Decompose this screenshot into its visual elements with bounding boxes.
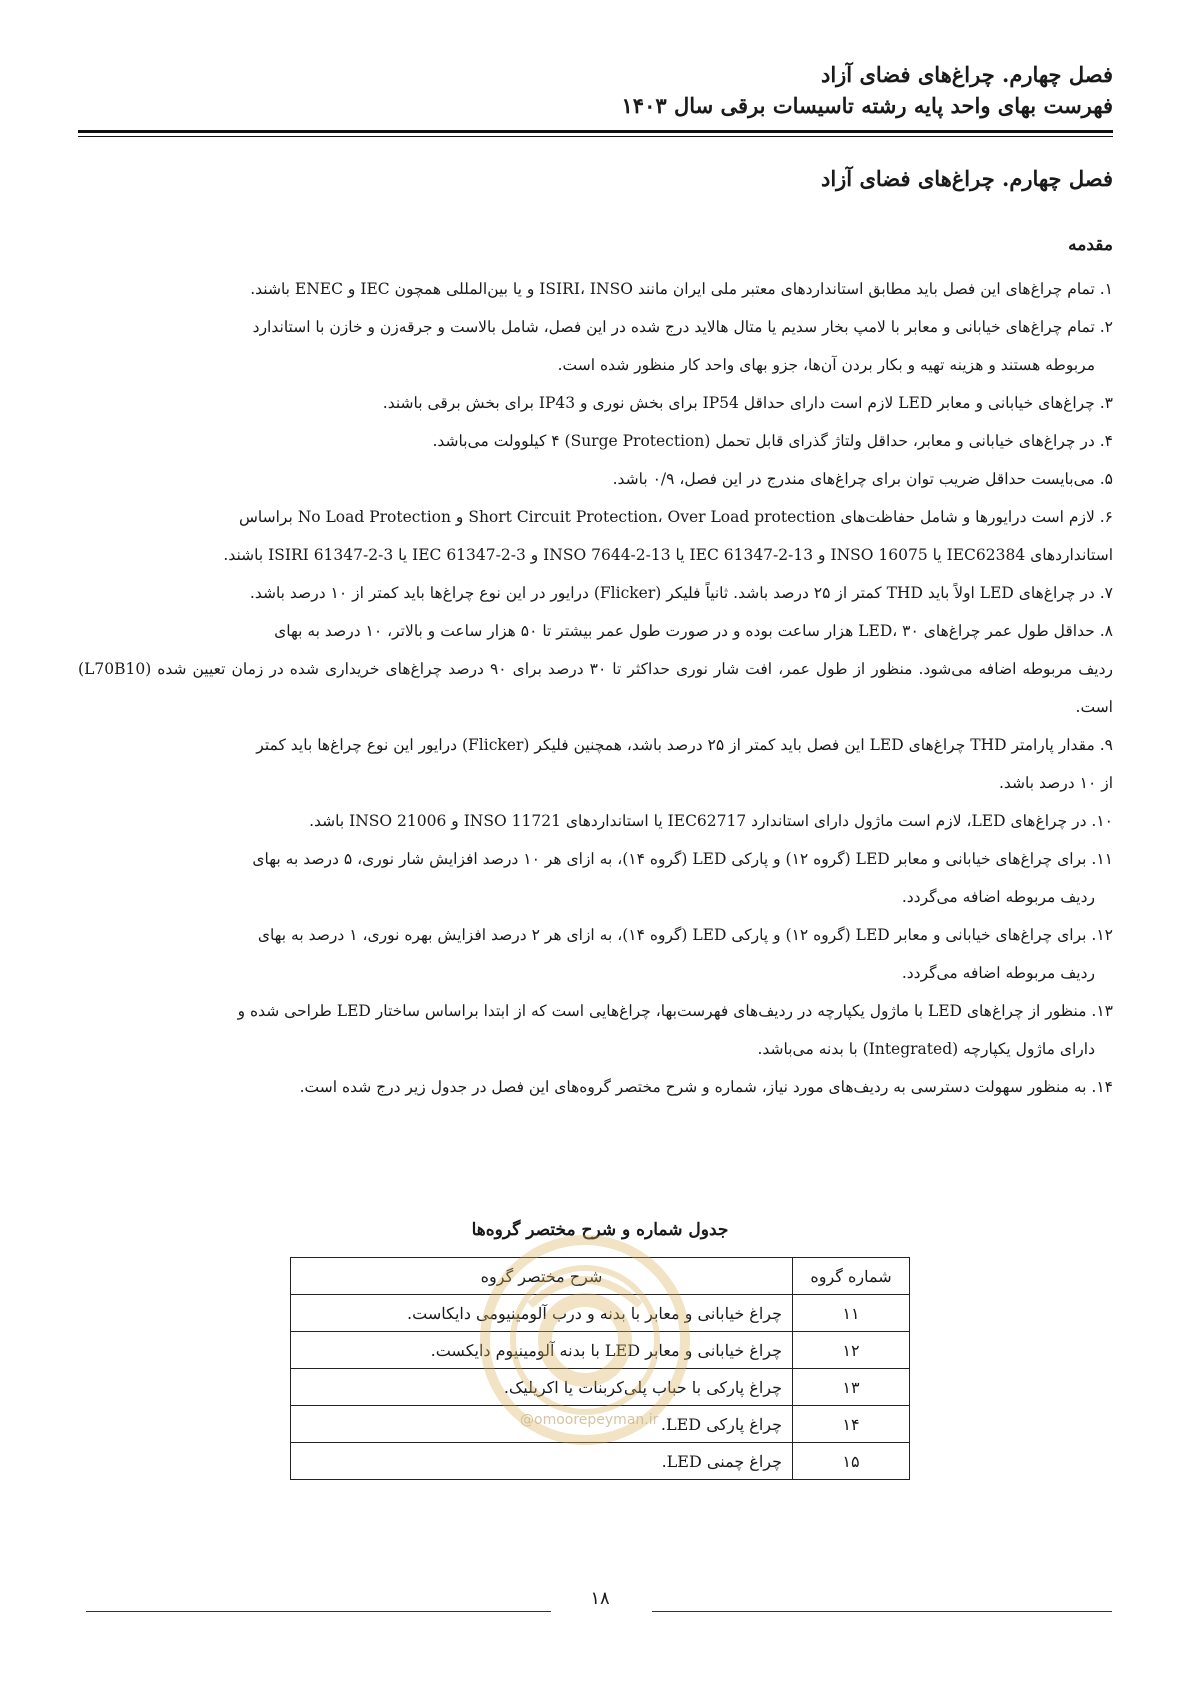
list-item xyxy=(78,802,1113,840)
list-item-text: ۲. تمام چراغ‌های خیابانی و معابر با لامپ بخار سدیم یا متال هالاید درج شده در این فصل، شامل بالاست و جرقه‌زن و خازن با استاندارد xyxy=(252,318,1113,336)
group-description: چراغ پارکی با حباب پلی‌کربنات یا اکریلیک. xyxy=(291,1369,793,1406)
group-description: چراغ چمنی LED. xyxy=(291,1443,793,1480)
list-item-text: ۱۱. برای چراغ‌های خیابانی و معابر LED (گروه ۱۲) و پارکی LED (گروه ۱۴)، به ازای هر ۱۰ درصد افزایش شار نوری، ۵ درصد به بهای xyxy=(252,850,1113,868)
list-item xyxy=(78,840,1113,916)
groups-table xyxy=(290,1257,910,1480)
list-item-continuation: مربوطه هستند و هزینه تهیه و بکار بردن آن‌ها، جزو بهای واحد کار منظور شده است. xyxy=(557,356,1095,374)
watermark-text: @omoorepeyman.ir xyxy=(520,1412,659,1428)
group-number: ۱۲ xyxy=(793,1332,910,1369)
intro-list xyxy=(78,270,1113,1106)
group-number: ۱۳ xyxy=(793,1369,910,1406)
list-item-text: ۱۳. منظور از چراغ‌های LED با ماژول یکپارچه در ردیف‌های فهرست‌بها، چراغ‌هایی است که از ابتدا براساس ساختار LED طراحی شده و xyxy=(237,1002,1113,1020)
list-item xyxy=(78,460,1113,498)
table-row xyxy=(291,1369,910,1406)
list-item-text: ۱۴. به منظور سهولت دسترسی به ردیف‌های مورد نیاز، شماره و شرح مختصر گروه‌های این فصل در جدول زیر درج شده است. xyxy=(299,1078,1113,1096)
list-item xyxy=(78,422,1113,460)
list-item-text: ۷. در چراغ‌های LED اولاً باید THD کمتر از ۲۵ درصد باشد. ثانیاً فلیکر (Flicker) درایور در این نوع چراغ‌ها باید کمتر از ۱۰ درصد باشد. xyxy=(249,584,1113,602)
chapter-title: فصل چهارم. چراغ‌های فضای آزاد xyxy=(820,166,1113,191)
table-header-row xyxy=(291,1258,910,1295)
footer-rule-right xyxy=(652,1611,1112,1612)
list-item xyxy=(78,726,1113,802)
running-header xyxy=(78,60,1113,122)
list-item xyxy=(78,270,1113,308)
list-item-text: ۸. حداقل طول عمر چراغ‌های LED، ۳۰ هزار ساعت بوده و در صورت طول عمر بیشتر تا ۵۰ هزار ساعت و بالاتر، ۱۰ درصد به بهای xyxy=(274,622,1113,640)
intro-heading: مقدمه xyxy=(1068,235,1113,255)
list-item xyxy=(78,612,1113,726)
list-item xyxy=(78,498,1113,574)
list-item-text: ۱۲. برای چراغ‌های خیابانی و معابر LED (گروه ۱۲) و پارکی LED (گروه ۱۴)، به ازای هر ۲ درصد افزایش بهره نوری، ۱ درصد به بهای xyxy=(257,926,1113,944)
table-row xyxy=(291,1443,910,1480)
table-row xyxy=(291,1295,910,1332)
header-book-title: فهرست بهای واحد پایه رشته تاسیسات برقی سال ۱۴۰۳ xyxy=(621,93,1113,118)
list-item-continuation: ردیف مربوطه اضافه می‌گردد. xyxy=(901,888,1095,906)
list-item-text: ۹. مقدار پارامتر THD چراغ‌های LED این فصل باید کمتر از ۲۵ درصد باشد، همچنین فلیکر (Flicker) درایور این نوع چراغ‌ها باید کمتر xyxy=(256,736,1113,754)
list-item-text: ۵. می‌بایست حداقل ضریب توان برای چراغ‌های مندرج در این فصل، ۰/۹ باشد. xyxy=(612,470,1113,488)
list-item-text: ۴. در چراغ‌های خیابانی و معابر، حداقل ولتاژ گذرای قابل تحمل (Surge Protection) ۴ کیلوولت می‌باشد. xyxy=(432,432,1113,450)
list-item-continuation: دارای ماژول یکپارچه (Integrated) با بدنه می‌باشد. xyxy=(757,1040,1095,1058)
group-description: چراغ پارکی LED. xyxy=(291,1406,793,1443)
table-caption: جدول شماره و شرح مختصر گروه‌ها xyxy=(471,1220,729,1240)
table-row xyxy=(291,1332,910,1369)
list-item-continuation: ردیف مربوطه اضافه می‌شود. منظور از طول عمر، افت شار نوری حداکثر تا ۳۰ درصد برای ۹۰ درصد چراغ‌های خریداری شده در زمان تعیین شده (L70B10) است. xyxy=(78,660,1113,716)
list-item xyxy=(78,1068,1113,1106)
page-number: ۱۸ xyxy=(590,1588,610,1609)
list-item xyxy=(78,916,1113,992)
header-rule-thick xyxy=(78,130,1113,133)
list-item-continuation: از ۱۰ درصد باشد. xyxy=(998,774,1113,792)
list-item-text: ۱۰. در چراغ‌های LED، لازم است ماژول دارای استاندارد IEC62717 یا استانداردهای INSO 11721 و INSO 21006 باشد. xyxy=(309,812,1113,830)
list-item xyxy=(78,384,1113,422)
list-item-text: ۳. چراغ‌های خیابانی و معابر LED لازم است دارای حداقل IP54 برای بخش نوری و IP43 برای بخش برقی باشند. xyxy=(382,394,1113,412)
header-chapter: فصل چهارم. چراغ‌های فضای آزاد xyxy=(820,62,1113,87)
group-number: ۱۱ xyxy=(793,1295,910,1332)
list-item xyxy=(78,308,1113,384)
list-item-text: ۱. تمام چراغ‌های این فصل باید مطابق استانداردهای معتبر ملی ایران مانند ISIRI، INSO و یا بین‌المللی همچون IEC و ENEC باشند. xyxy=(250,280,1113,298)
group-number: ۱۴ xyxy=(793,1406,910,1443)
list-item-continuation: ردیف مربوطه اضافه می‌گردد. xyxy=(901,964,1095,982)
list-item-continuation: استانداردهای IEC62384 یا INSO 16075 و IEC 61347-2-13 یا INSO 7644-2-13 و IEC 61347-2-3 یا ISIRI 61347-2-3 باشند. xyxy=(223,546,1113,564)
list-item xyxy=(78,992,1113,1068)
footer-rule-left xyxy=(86,1611,551,1612)
header-group-description: شرح مختصر گروه xyxy=(291,1258,793,1295)
group-number: ۱۵ xyxy=(793,1443,910,1480)
header-group-number: شماره گروه xyxy=(793,1258,910,1295)
group-description: چراغ خیابانی و معابر با بدنه و درب آلومینیومی دایکاست. xyxy=(291,1295,793,1332)
list-item xyxy=(78,574,1113,612)
group-description: چراغ خیابانی و معابر LED با بدنه آلومینیوم دایکست. xyxy=(291,1332,793,1369)
list-item-text: ۶. لازم است درایورها و شامل حفاظت‌های Short Circuit Protection، Over Load protection و No Load Protection براساس xyxy=(238,508,1113,526)
header-rule-thin xyxy=(78,136,1113,137)
